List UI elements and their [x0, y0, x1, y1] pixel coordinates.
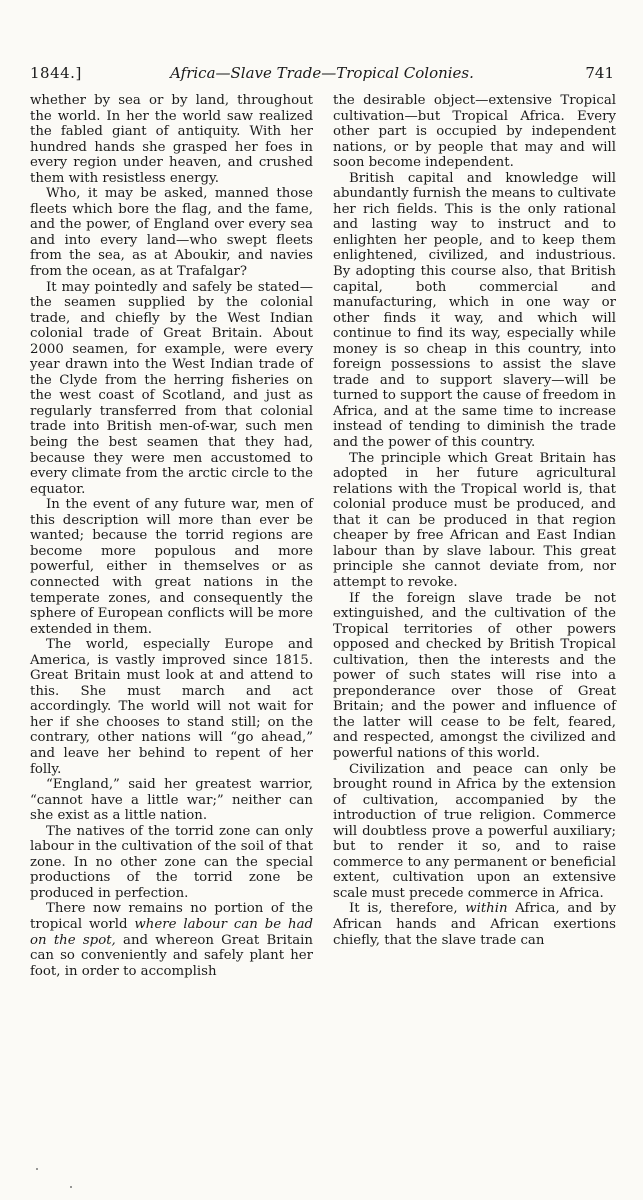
paragraph: The principle which Great Britain has adopted in her future agricultural relations with the Tropical world is, that colonial produce must be produced, and that it can be produced in that region cheaper by free African and East Indian labour than by slave labour. This great principle she cannot deviate from, nor attempt to revoke.: [333, 450, 616, 590]
text-run: It is, therefore,: [349, 901, 466, 917]
paragraph: In the event of any future war, men of this description will more than ever be wanted; because the torrid regions are become more populous and more powerful, either in themselves or as connected with great nations in the temperate zones, and consequently the sphere of European conflicts will be more extended in them.: [30, 497, 313, 637]
paragraph: The world, especially Europe and America, is vastly improved since 1815. Great Britain must look at and attend to this. She must march and act accordingly. The world will not wait for her if she chooses to stand still; on the contrary, other nations will “go ahead,” and leave her behind to repent of her folly.: [30, 637, 313, 777]
paragraph: whether by sea or by land, throughout the world. In her the world saw realized the fabled giant of antiquity. With her hundred hands she grasped her foes in every region under heaven, and crushed them with resistless energy.: [30, 93, 313, 186]
paragraph: British capital and knowledge will abundantly furnish the means to cultivate her rich fields. This is the only rational and lasting way to instruct and to enlighten her people, and to keep them enlightened, civilized, and industrious. By adopting this course also, that British capital, both commercial and manufacturing, which in one way or other finds it way, and which will continue to find its way, especially while money is so cheap in this country, into foreign possessions to assist the slave trade and to support slavery—will be turned to support the cause of freedom in Africa, and at the same time to increase instead of tending to diminish the trade and the power of this country.: [333, 170, 616, 451]
left-column: [30, 93, 313, 979]
running-title: Africa—Slave Trade—Tropical Colonies.: [170, 64, 474, 82]
text-run: and whereon Great Britain can so conveniently and safely plant her foot, in order to accomplish: [30, 932, 314, 979]
paragraph: The natives of the torrid zone can only labour in the cultivation of the soil of that zone. In no other zone can the special productions of the torrid zone be produced in perfection.: [30, 823, 313, 901]
header-year: 1844.]: [30, 64, 82, 82]
page-number: 741: [585, 64, 614, 82]
paragraph: Who, it may be asked, manned those fleets which bore the flag, and the fame, and the power, of England over every sea and into every land—who swept fleets from the sea, as at Aboukir, and navies from the ocean, as at Trafalgar?: [30, 186, 313, 280]
right-column: [333, 93, 616, 948]
text-run: Africa, and by African hands and African exertions chiefly, that the slave trade can: [333, 901, 616, 948]
paragraph: If the foreign slave trade be not extinguished, and the cultivation of the Tropical territories of other powers opposed and checked by British Tropical cultivation, then the interests and the power of such states will rise into a preponderance over those of Great Britain; and the power and influence of the latter will cease to be felt, feared, and respected, amongst the civilized and powerful nations of this world.: [333, 590, 616, 761]
paragraph: It may pointedly and safely be stated—the seamen supplied by the colonial trade, and chiefly by the West Indian colonial trade of Great Britain. About 2000 seamen, for example, were every year drawn into the West Indian trade of the Clyde from the herring fisheries on the west coast of Scotland, and just as regularly transferred from that colonial trade into British men-of-war, such men being the best seamen that they had, because they were men accustomed to every climate from the arctic circle to the equator.: [30, 279, 313, 497]
paragraph: “England,” said her greatest warrior, “cannot have a little war;” neither can she exist as a little nation.: [30, 777, 313, 824]
scan-speck: [70, 1186, 72, 1188]
italic-text: within: [465, 901, 508, 917]
paragraph: Civilization and peace can only be brought round in Africa by the extension of cultivation, accompanied by the introduction of true religion. Commerce will doubtless prove a powerful auxiliary; but to render it so, and to raise commerce to any permanent or beneficial extent, cultivation upon an extensive scale must precede commerce in Africa.: [333, 761, 616, 901]
running-header: [30, 64, 614, 86]
paragraph: [30, 901, 313, 979]
paragraph: the desirable object—extensive Tropical cultivation—but Tropical Africa. Every other part is occupied by independent nations, or by people that may and will soon become independent.: [333, 93, 616, 171]
text-run: There now remains no portion of the tropical world: [30, 901, 313, 932]
paragraph: [333, 901, 616, 948]
italic-text: where labour can be had on the spot,: [30, 916, 314, 948]
scan-speck: [36, 1168, 38, 1170]
